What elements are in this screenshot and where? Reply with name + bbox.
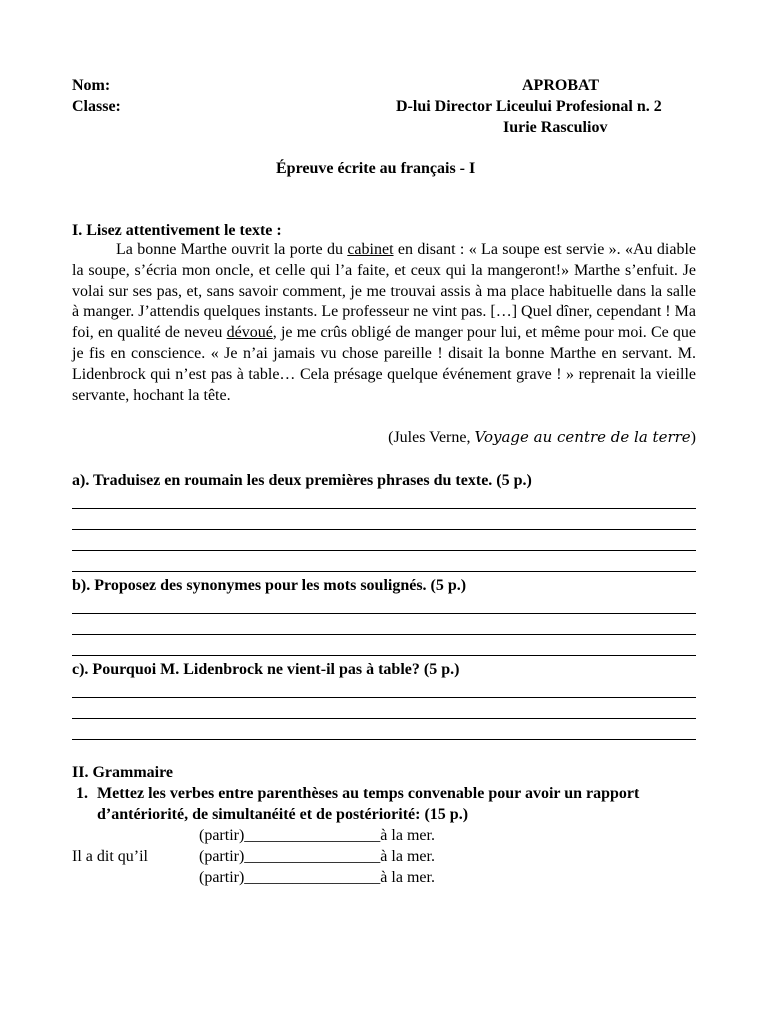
answer-line[interactable] bbox=[72, 718, 696, 719]
section1-heading: I. Lisez attentivement le texte : bbox=[72, 222, 282, 239]
source-title: Voyage au centre de la terre bbox=[474, 428, 691, 446]
answer-line[interactable] bbox=[72, 508, 696, 509]
item1-number: 1. bbox=[76, 785, 88, 802]
class-label: Classe: bbox=[72, 98, 121, 115]
answer-line[interactable] bbox=[72, 739, 696, 740]
name-label: Nom: bbox=[72, 77, 111, 94]
item1-instruction-line2: d’antériorité, de simultanéité et de postériorité: (15 p.) bbox=[97, 806, 469, 823]
reading-text bbox=[72, 240, 696, 406]
question-c: c). Pourquoi M. Lidenbrock ne vient-il pas à table? (5 p.) bbox=[72, 661, 460, 678]
director-name: Iurie Rasculiov bbox=[503, 119, 608, 136]
grammar-row[interactable]: (partir)_________________à la mer. bbox=[199, 827, 435, 844]
grammar-intro: Il a dit qu’il bbox=[72, 848, 148, 865]
answer-line[interactable] bbox=[72, 697, 696, 698]
answer-line[interactable] bbox=[72, 655, 696, 656]
text-fragment: , je me crûs obligé de manger pour lui, et même pour moi. Ce que je fis en conscience. « Je n’ai jamais vu chose pareille ! disait la bonne Marthe en servant. M. Lidenbrock qui n’est pas à table… Cela présage quelque événement grave ! » reprenait la vieille servante, hochant la tête. bbox=[72, 324, 696, 404]
section2-heading: II. Grammaire bbox=[72, 764, 174, 781]
grammar-row[interactable]: (partir)_________________à la mer. bbox=[199, 869, 435, 886]
question-b: b). Proposez des synonymes pour les mots soulignés. (5 p.) bbox=[72, 577, 467, 594]
answer-line[interactable] bbox=[72, 634, 696, 635]
text-fragment: en disant : « La soupe est servie ». «Au diable la soupe, s’écria mon oncle, et celle qui l’a faite, et ceux qui la mangeront!» Marthe s’enfuit. Je volai sur ses pas, et, sans savoir comment, je me trouvai assis à ma place habituelle dans la salle à manger. J’attendis quelques instants. Le professeur ne vint pas. […] Quel dîner, cependant ! Ma foi, en qualité de neveu bbox=[72, 241, 697, 342]
question-a: a). Traduisez en roumain les deux premières phrases du texte. (5 p.) bbox=[72, 472, 532, 489]
answer-line[interactable] bbox=[72, 571, 696, 572]
approved-label: APROBAT bbox=[522, 77, 600, 94]
text-fragment: La bonne Marthe ouvrit la porte du bbox=[116, 241, 348, 258]
underlined-word-cabinet: cabinet bbox=[347, 241, 394, 258]
underlined-word-devoue: dévoué bbox=[226, 324, 273, 342]
text-source bbox=[388, 427, 696, 448]
exam-title: Épreuve écrite au français - I bbox=[276, 160, 476, 177]
grammar-row[interactable]: (partir)_________________à la mer. bbox=[199, 848, 435, 865]
director-title: D-lui Director Liceului Profesional n. 2 bbox=[396, 98, 662, 115]
source-close: ) bbox=[690, 429, 696, 446]
answer-line[interactable] bbox=[72, 529, 696, 530]
answer-line[interactable] bbox=[72, 613, 696, 614]
source-author: (Jules Verne, bbox=[388, 429, 475, 446]
item1-instruction-line1: Mettez les verbes entre parenthèses au temps convenable pour avoir un rapport bbox=[97, 785, 640, 802]
answer-line[interactable] bbox=[72, 550, 696, 551]
